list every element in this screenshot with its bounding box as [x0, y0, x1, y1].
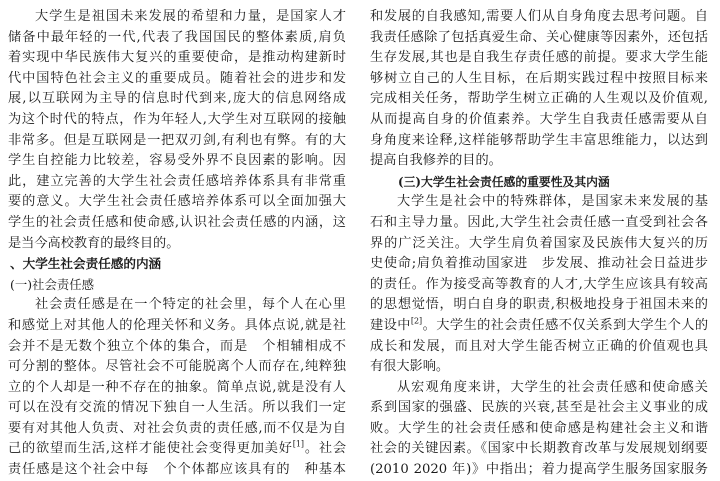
text-line: (2010 2020 年)》中指出；着力提高学生服务国家服务	[370, 462, 708, 478]
text-line: 展,以互联网为主导的信息时代到来,庞大的信息网络成	[8, 91, 346, 107]
text-line: 界的广泛关注。大学生肩负着国家及民族伟大复兴的历	[370, 235, 708, 251]
text-segment: 。	[422, 317, 437, 333]
text-line: 责任感是这个社会中每 个个体都应该具有的 种基本	[8, 462, 346, 478]
text-line: 从宏观角度来讲，大学生的社会责任感和使命感关	[397, 379, 708, 395]
text-line: 会并不是无数个独立个体的集合，而是 个相辅相成不	[8, 338, 346, 354]
text-line: 大学生是社会中的特殊群体，是国家未来发展的基	[397, 194, 708, 210]
text-line: 和感觉上对其他人的伦理关怀和义务。具体点说,就是社	[8, 317, 346, 333]
text-segment: 建设中	[370, 317, 411, 333]
text-line: 成长和发展，而且对大学生能否树立正确的价值观也具	[370, 338, 708, 354]
text-line: 要的意义。大学生社会责任感培养体系可以全面加强大	[8, 194, 346, 210]
text-line: 可以在没有交流的情况下独自一人生活。所以我们一定	[8, 400, 346, 416]
text-line: 可分割的整体。尽管社会不可能脱离个人而存在,纯粹独	[8, 359, 346, 375]
text-line: 从而提高自身的价值素养。大学生自我责任感需要从自	[370, 111, 708, 127]
text-line: 学生的社会责任感和使命感,认识社会责任感的内涵，这	[8, 214, 346, 230]
text-line-with-citation	[8, 439, 346, 460]
text-line: 生存发展,其也是自我生存责任感的前提。要求大学生能	[370, 50, 708, 66]
text-line: 石和主导力量。因此,大学生社会责任感一直受到社会各	[370, 214, 708, 230]
text-line: 着实现中华民族伟大复兴的重要使命，是推动构建新时	[8, 50, 346, 66]
text-line-with-citation	[370, 316, 708, 337]
text-line: 提高自我修养的目的。	[370, 153, 502, 169]
text-line: 的思想觉悟，明白自身的职责,积极地投身于祖国未来的	[370, 297, 708, 313]
citation-ref: [1]	[292, 440, 305, 450]
text-segment: 大学生的社会责任感不仅关系到大学生个人的	[436, 317, 708, 333]
text-line: 身角度来诠释,这样能够帮助学生丰富思维能力，以达到	[370, 132, 708, 148]
subsection-heading: (一)社会责任感	[10, 276, 95, 292]
subsection-heading: (三)大学生社会责任感的重要性及其内涵	[398, 174, 610, 189]
text-line: 史使命;肩负着推动国家进 步发展、推动社会日益进步	[370, 256, 708, 272]
text-line: 非常多。但是互联网是一把双刃剑,有利也有弊。有的大	[8, 132, 346, 148]
text-line: 储备中最年轻的一代,代表了我国国民的整体素质,肩负	[8, 29, 346, 45]
text-segment: 己的欲望而生活,这样才能使社会变得更加美好	[8, 441, 293, 457]
text-line: 学生自控能力比较差，容易受外界不良因素的影响。因	[8, 153, 346, 169]
text-line: 社会责任感是在一个特定的社会里，每个人在心里	[35, 297, 346, 313]
text-line: 有很大影响。	[370, 359, 450, 375]
text-line: 立的个人却是一种不存在的抽象。简单点说,就是没有人	[8, 379, 346, 395]
text-line: 我责任感除了包括真爱生命、关心健康等因素外，还包括	[370, 29, 708, 45]
left-column	[8, 7, 346, 481]
text-line: 完成相关任务，帮助学生树立正确的人生观以及价值观,	[370, 91, 708, 107]
text-line: 要有对其他人负责、对社会负责的责任感,而不仅是为自	[8, 420, 346, 436]
text-line: 代中国特色社会主义的重要成员。随着社会的进步和发	[8, 70, 346, 86]
text-line: 系到国家的强盛、民族的兴衰,甚至是社会主义事业的成	[370, 400, 708, 416]
section-heading: 、大学生社会责任感的内涵	[10, 256, 162, 272]
text-line: 是当今高校教育的最终目的。	[8, 235, 180, 251]
text-segment: 。社会	[304, 441, 346, 457]
text-line: 败。大学生的社会责任感和使命感是构建社会主义和谐	[370, 420, 708, 436]
text-line: 社会的关键因素。《国家中长期教育改革与发展规划纲要	[370, 441, 708, 457]
text-line: 够树立自己的人生目标，在后期实践过程中按照目标来	[370, 70, 708, 86]
text-line: 的责任。作为接受高等教育的人才,大学生应该具有较高	[370, 276, 708, 292]
text-line: 为这个时代的特点，作为年轻人,大学生对互联网的接触	[8, 111, 346, 127]
text-line: 此，建立完善的大学生社会责任感培养体系具有非常重	[8, 173, 346, 189]
text-line: 和发展的自我感知,需要人们从自身角度去思考问题。自	[370, 9, 708, 24]
text-line: 大学生是祖国未来发展的希望和力量，是国家人才	[35, 9, 346, 24]
citation-ref: [2]	[410, 316, 423, 326]
right-column	[370, 7, 708, 481]
